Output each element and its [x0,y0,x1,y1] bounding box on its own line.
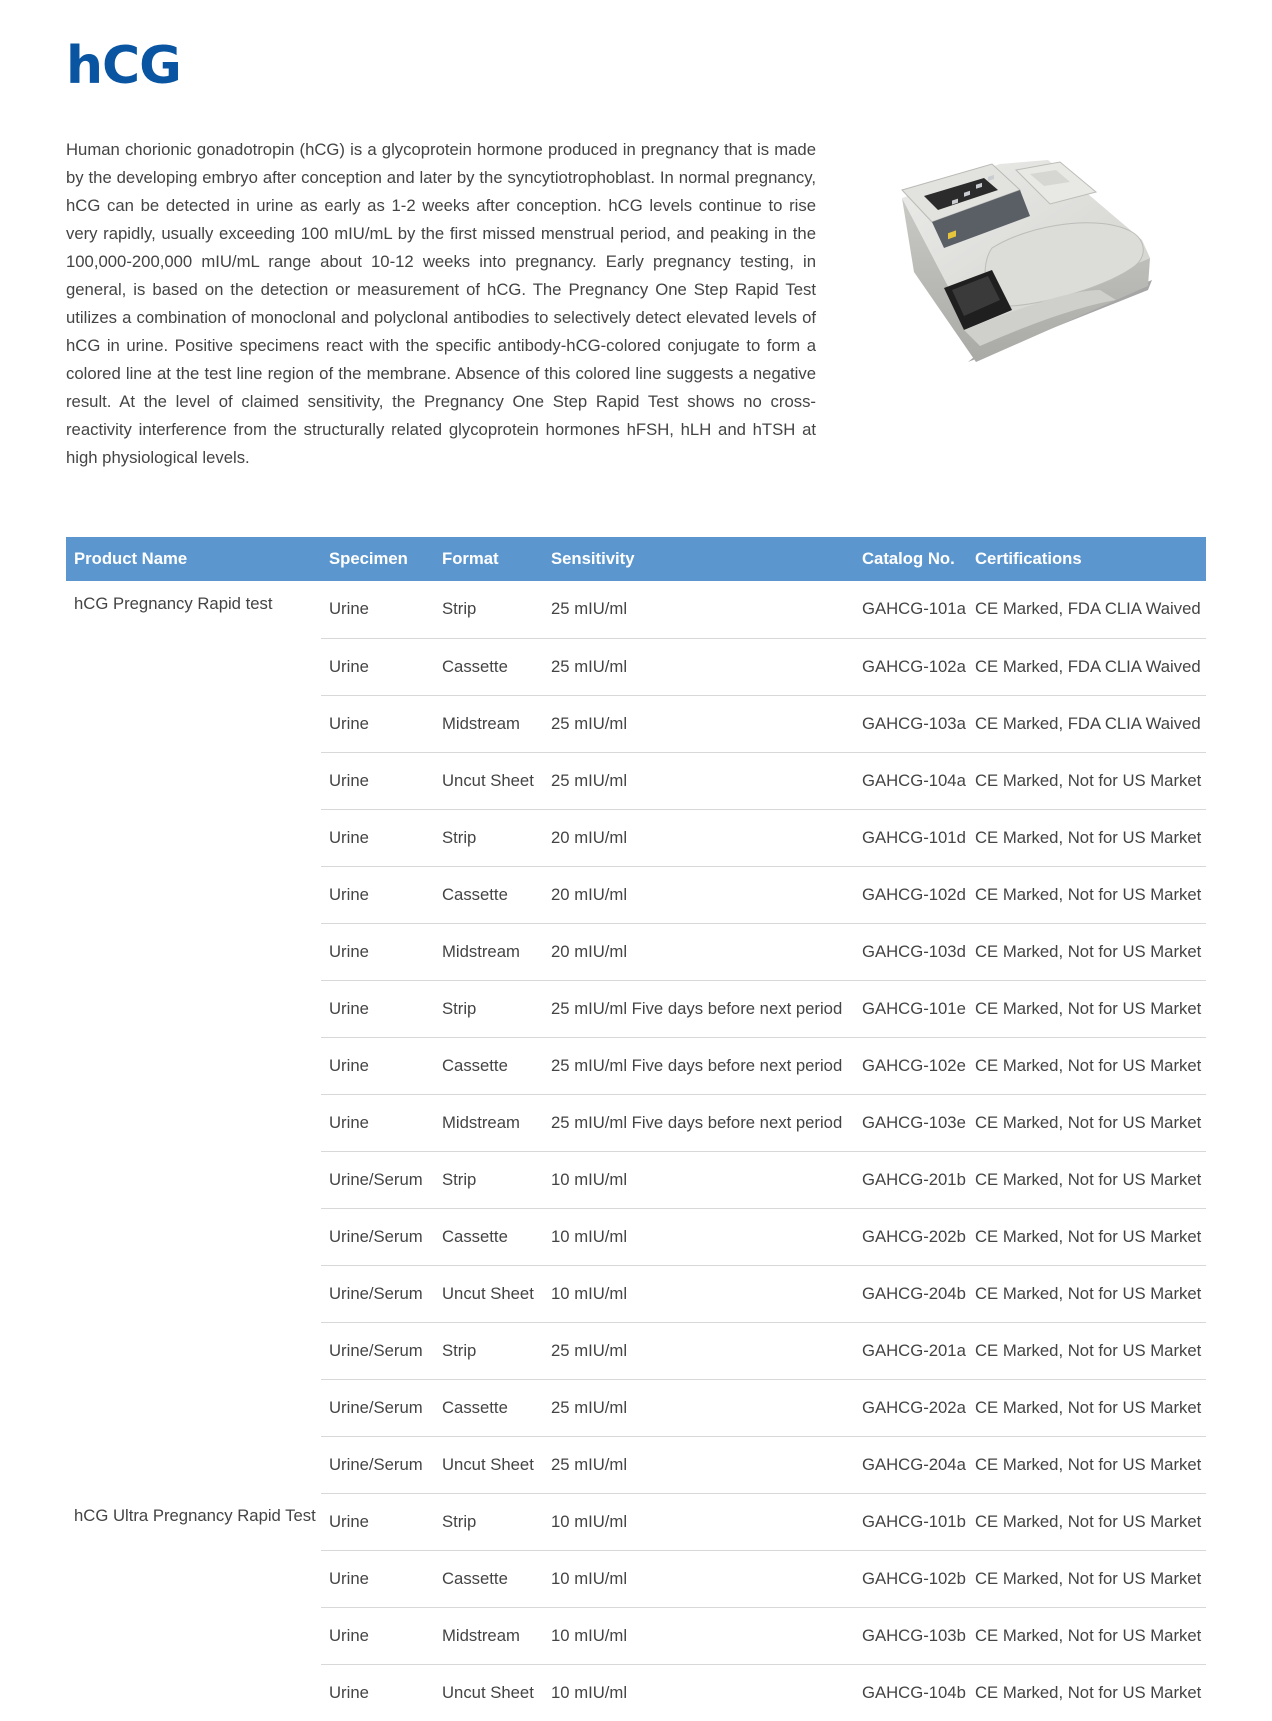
format-cell: Cassette [434,1550,543,1607]
catalog-number-cell: GAHCG-102d [854,866,967,923]
table-row [66,581,1206,638]
product-description: Human chorionic gonadotropin (hCG) is a glycoprotein hormone produced in pregnancy that is made by the developing embryo after conception and later by the syncytiotrophoblast. In normal pregnancy, hCG can be detected in urine as early as 1-2 weeks after conception. hCG levels continue to rise very rapidly, usually exceeding 100 mIU/mL by the first missed menstrual period, and peaking in the 100,000-200,000 mIU/mL range about 10-12 weeks into pregnancy. Early pregnancy testing, in general, is based on the detection or measurement of hCG. The Pregnancy One Step Rapid Test utilizes a combination of monoclonal and polyclonal antibodies to selectively detect elevated levels of hCG in urine. Positive specimens react with the specific antibody-hCG-colored conjugate to form a colored line at the test line region of the membrane. Absence of this colored line suggests a negative result. At the level of claimed sensitivity, the Pregnancy One Step Rapid Test shows no cross-reactivity interference from the structurally related glycoprotein hormones hFSH, hLH and hTSH at high physiological levels. [66,140,816,467]
analyzer-device-image [880,140,1180,390]
catalog-number-cell: GAHCG-201b [854,1151,967,1208]
header-catalog-no: Catalog No. [854,537,967,581]
catalog-number-cell: GAHCG-104b [854,1664,967,1721]
product-name-cell: hCG Pregnancy Rapid test [74,594,273,613]
table-row [66,1208,1206,1265]
table-row [66,752,1206,809]
sensitivity-cell: 10 mIU/ml [543,1151,854,1208]
format-cell: Uncut Sheet [434,1265,543,1322]
table-row [66,809,1206,866]
specimen-cell: Urine [321,923,434,980]
catalog-number-cell: GAHCG-102e [854,1037,967,1094]
certifications-cell: CE Marked, Not for US Market [967,809,1206,866]
urine-analyzer-device-icon [880,140,1180,390]
catalog-number-cell: GAHCG-103d [854,923,967,980]
format-cell: Midstream [434,923,543,980]
specimen-cell: Urine [329,599,369,619]
format-cell: Strip [434,1322,543,1379]
header-product-name: Product Name [66,537,321,581]
specimen-cell: Urine [321,1037,434,1094]
product-name-cell [66,1664,321,1721]
table-row [66,638,1206,695]
catalog-number-cell: GAHCG-103b [854,1607,967,1664]
format-cell: Strip [434,1151,543,1208]
product-name-cell [66,695,321,752]
specimen-cell: Urine/Serum [321,1151,434,1208]
catalog-number-cell: GAHCG-102b [854,1550,967,1607]
product-name-cell [66,866,321,923]
format-cell: Cassette [434,1037,543,1094]
sensitivity-cell: 10 mIU/ml [543,1550,854,1607]
product-name-cell [66,809,321,866]
product-table [66,537,1206,1721]
catalog-number-cell: GAHCG-103a [854,695,967,752]
certifications-cell: CE Marked, Not for US Market [967,1151,1206,1208]
specimen-cell: Urine [321,1550,434,1607]
product-name-cell [66,980,321,1037]
format-cell: Strip [434,1493,543,1550]
specimen-cell: Urine [321,1607,434,1664]
product-name-cell: hCG Ultra Pregnancy Rapid Test [74,1506,316,1525]
table-row [66,1322,1206,1379]
sensitivity-cell: 25 mIU/ml [551,599,628,619]
specimen-cell: Urine [321,980,434,1037]
product-name-cell [66,1094,321,1151]
certifications-cell: CE Marked, FDA CLIA Waived [975,599,1201,619]
catalog-number-cell: GAHCG-101b [854,1493,967,1550]
specimen-cell: Urine [321,1664,434,1721]
header-specimen: Specimen [321,537,434,581]
table-row [66,1664,1206,1721]
catalog-number-cell: GAHCG-101d [854,809,967,866]
format-cell: Uncut Sheet [434,1436,543,1493]
specimen-cell: Urine [321,809,434,866]
format-cell: Midstream [434,1607,543,1664]
sensitivity-cell: 25 mIU/ml [543,695,854,752]
sensitivity-cell: 20 mIU/ml [543,866,854,923]
table-row [66,1493,1206,1550]
specimen-cell: Urine [321,752,434,809]
sensitivity-cell: 10 mIU/ml [543,1265,854,1322]
header-format: Format [434,537,543,581]
format-cell: Cassette [434,638,543,695]
product-name-cell [66,923,321,980]
sensitivity-cell: 25 mIU/ml [543,638,854,695]
table-row [66,1436,1206,1493]
format-cell: Cassette [434,866,543,923]
table-row [66,923,1206,980]
header-sensitivity: Sensitivity [543,537,854,581]
table-row [66,866,1206,923]
product-name-cell [66,638,321,695]
product-name-cell [66,1265,321,1322]
sensitivity-cell: 25 mIU/ml [543,752,854,809]
catalog-number-cell: GAHCG-202a [854,1379,967,1436]
certifications-cell: CE Marked, FDA CLIA Waived [967,638,1206,695]
certifications-cell: CE Marked, Not for US Market [967,1436,1206,1493]
sensitivity-cell: 25 mIU/ml Five days before next period [543,980,854,1037]
certifications-cell: CE Marked, Not for US Market [967,980,1206,1037]
sensitivity-cell: 25 mIU/ml Five days before next period [543,1094,854,1151]
sensitivity-cell: 10 mIU/ml [543,1493,854,1550]
table-row [66,1151,1206,1208]
specimen-cell: Urine/Serum [321,1436,434,1493]
certifications-cell: CE Marked, Not for US Market [967,1265,1206,1322]
sensitivity-cell: 25 mIU/ml [543,1436,854,1493]
specimen-cell: Urine/Serum [321,1265,434,1322]
product-name-cell [66,1550,321,1607]
table-row [66,1550,1206,1607]
product-name-cell [66,1208,321,1265]
page-title: hCG [66,36,181,96]
certifications-cell: CE Marked, Not for US Market [967,1379,1206,1436]
table-row [66,695,1206,752]
certifications-cell: CE Marked, Not for US Market [967,1094,1206,1151]
table-header-row [66,537,1206,581]
catalog-number-cell: GAHCG-204b [854,1265,967,1322]
format-cell: Cassette [434,1379,543,1436]
certifications-cell: CE Marked, Not for US Market [967,1493,1206,1550]
sensitivity-cell: 20 mIU/ml [543,809,854,866]
certifications-cell: CE Marked, Not for US Market [967,1550,1206,1607]
certifications-cell: CE Marked, Not for US Market [967,752,1206,809]
certifications-cell: CE Marked, Not for US Market [967,923,1206,980]
specimen-cell: Urine/Serum [321,1379,434,1436]
format-cell: Midstream [434,1094,543,1151]
table-row [66,1265,1206,1322]
certifications-cell: CE Marked, Not for US Market [967,1037,1206,1094]
specimen-cell: Urine [321,866,434,923]
product-name-cell [66,1436,321,1493]
format-cell: Uncut Sheet [434,752,543,809]
format-cell: Uncut Sheet [434,1664,543,1721]
specimen-cell: Urine [321,638,434,695]
format-cell: Strip [434,809,543,866]
certifications-cell: CE Marked, FDA CLIA Waived [967,695,1206,752]
product-name-cell [66,1607,321,1664]
catalog-number-cell: GAHCG-202b [854,1208,967,1265]
sensitivity-cell: 10 mIU/ml [543,1208,854,1265]
table-row [66,1607,1206,1664]
certifications-cell: CE Marked, Not for US Market [967,1664,1206,1721]
certifications-cell: CE Marked, Not for US Market [967,866,1206,923]
catalog-number-cell: GAHCG-101a [862,599,966,619]
sensitivity-cell: 10 mIU/ml [543,1607,854,1664]
sensitivity-cell: 20 mIU/ml [543,923,854,980]
catalog-number-cell: GAHCG-103e [854,1094,967,1151]
catalog-number-cell: GAHCG-201a [854,1322,967,1379]
catalog-number-cell: GAHCG-102a [854,638,967,695]
table-row [66,1037,1206,1094]
product-name-cell [66,1037,321,1094]
sensitivity-cell: 25 mIU/ml [543,1322,854,1379]
format-cell: Strip [442,599,477,619]
catalog-number-cell: GAHCG-204a [854,1436,967,1493]
catalog-number-cell: GAHCG-101e [854,980,967,1037]
table-row [66,1379,1206,1436]
specimen-cell: Urine [321,1493,434,1550]
table-row [66,1094,1206,1151]
header-certifications: Certifications [967,537,1206,581]
format-cell: Strip [434,980,543,1037]
sensitivity-cell: 25 mIU/ml Five days before next period [543,1037,854,1094]
certifications-cell: CE Marked, Not for US Market [967,1607,1206,1664]
product-name-cell [66,1322,321,1379]
format-cell: Midstream [434,695,543,752]
product-name-cell [66,1379,321,1436]
specimen-cell: Urine/Serum [321,1208,434,1265]
product-name-cell [66,752,321,809]
format-cell: Cassette [434,1208,543,1265]
specimen-cell: Urine/Serum [321,1322,434,1379]
sensitivity-cell: 25 mIU/ml [543,1379,854,1436]
product-name-cell [66,1151,321,1208]
certifications-cell: CE Marked, Not for US Market [967,1208,1206,1265]
catalog-number-cell: GAHCG-104a [854,752,967,809]
sensitivity-cell: 10 mIU/ml [543,1664,854,1721]
specimen-cell: Urine [321,1094,434,1151]
table-body [66,581,1206,1721]
certifications-cell: CE Marked, Not for US Market [967,1322,1206,1379]
specimen-cell: Urine [321,695,434,752]
table-row [66,980,1206,1037]
